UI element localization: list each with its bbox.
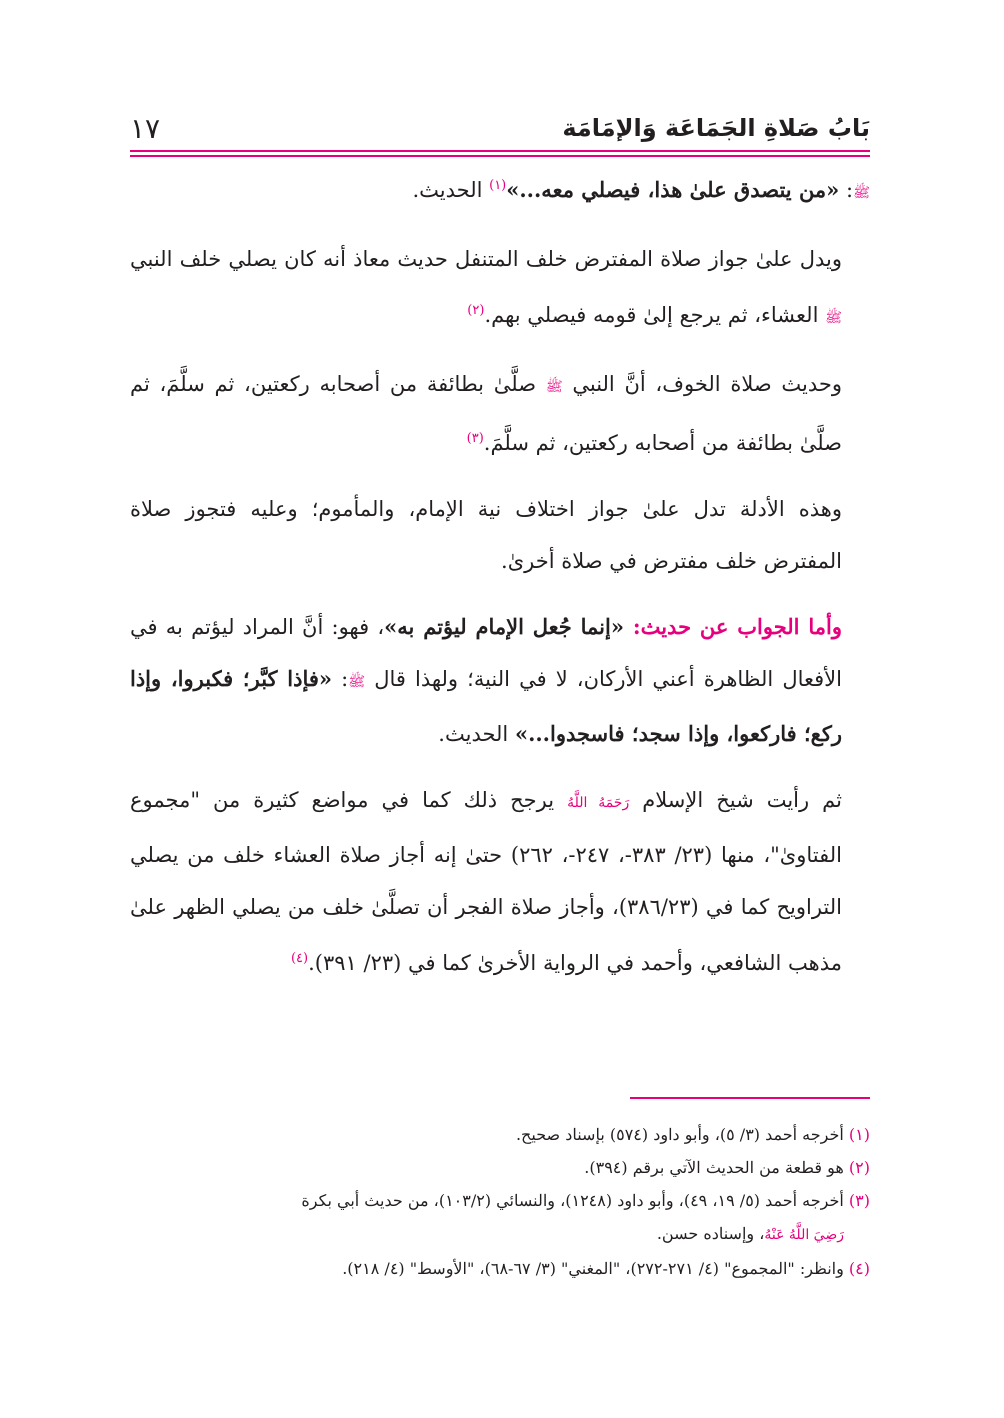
text-colon: : — [839, 178, 854, 202]
footnote-ref-2[interactable]: (٢) — [467, 303, 485, 318]
text-a: ثم رأيت شيخ الإسلام — [629, 788, 842, 812]
text-a: ويدل علىٰ جواز صلاة المفترض خلف المتنفل حديث معاذ أنه كان يصلي خلف النبي — [130, 247, 842, 271]
honorific-saw-icon: ﷺ — [825, 310, 842, 326]
text-a: ، فهو: أنَّ المراد ليؤتم به في الأفعال الظاهرة أعني الأركان، لا في النية؛ ولهذا قال — [130, 615, 842, 691]
footnote-4 — [130, 1252, 870, 1285]
main-text — [130, 160, 870, 989]
footnote-text: أخرجه أحمد (٥/ ١٩، ٤٩)، وأبو داود (١٢٤٨)، والنسائي (١٠٣/٢)، من حديث أبي بكرة — [301, 1191, 849, 1210]
footnote-3-continued — [130, 1217, 870, 1252]
paragraph-6 — [130, 774, 870, 989]
hadith-quote: «من يتصدق علىٰ هذا، فيصلي معه...» — [506, 177, 840, 202]
honorific-saw-icon: ﷺ — [545, 379, 563, 395]
answer-heading: وأما الجواب عن حديث: — [632, 614, 842, 639]
footnotes — [130, 1118, 870, 1285]
text-b: العشاء، ثم يرجع إلىٰ قومه فيصلي بهم. — [484, 303, 826, 327]
footnote-number: (٤) — [848, 1259, 870, 1278]
footnote-ref-3[interactable]: (٣) — [466, 431, 484, 446]
page-header — [130, 108, 870, 148]
footnote-number: (١) — [848, 1125, 870, 1144]
text-a: وحديث صلاة الخوف، أنَّ النبي — [562, 372, 843, 396]
honorific-saw-icon: ﷺ — [853, 185, 870, 201]
page-number: ١٧ — [130, 111, 161, 145]
paragraph-5 — [130, 601, 870, 760]
header-rule — [130, 150, 870, 152]
honorific-rahimahu-icon: رَحَمَهُ اللَّهُ — [567, 795, 630, 811]
text-b: يرجح ذلك كما في مواضع كثيرة من "مجموع الفتاوىٰ"، منها (٢٣/ ٣٨٣-، ٢٤٧-، ٢٦٢) حتىٰ إنه أجاز صلاة العشاء خلف من يصلي التراويح كما في (٣٨٦/٢٣)، وأجاز صلاة الفجر أن تصلَّىٰ خلف من يصلي الظهر علىٰ مذهب الشافعي، وأحمد في الرواية الأخرىٰ كما في (٢٣/ ٣٩١). — [130, 788, 842, 975]
text-b: صلَّىٰ بطائفة من أصحابه ركعتين، ثم سلَّمَ، ثم صلَّىٰ بطائفة من أصحابه ركعتين، ثم سلَّمَ. — [130, 372, 842, 455]
footnote-text: وانظر: "المجموع" (٤/ ٢٧١-٢٧٢)، "المغني" (٣/ ٦٧-٦٨)، "الأوسط" (٤/ ٢١٨). — [342, 1259, 849, 1278]
paragraph-4: وهذه الأدلة تدل علىٰ جواز اختلاف نية الإمام، والمأموم؛ وعليه فتجوز صلاة المفترض خلف مفترض في صلاة أخرىٰ. — [130, 497, 842, 573]
text-colon: : — [332, 667, 349, 691]
text-end: الحديث. — [412, 178, 490, 202]
paragraph-3 — [130, 358, 870, 469]
honorific-radiya-icon: رَضِيَ اللَّهُ عَنْهُ — [764, 1227, 844, 1243]
footnote-3 — [130, 1184, 870, 1217]
chapter-title: بَابُ صَلاةِ الجَمَاعَة وَالإمَامَة — [562, 114, 870, 142]
footnote-text: ، وإسناده حسن. — [656, 1224, 765, 1243]
hadith-quote: «إنما جُعل الإمام ليؤتم به» — [384, 614, 633, 639]
footnote-number: (٣) — [848, 1191, 870, 1210]
honorific-saw-icon: ﷺ — [348, 674, 366, 690]
footnote-text: هو قطعة من الحديث الآتي برقم (٣٩٤). — [584, 1158, 849, 1177]
text-end: الحديث. — [438, 722, 515, 746]
paragraph-1 — [130, 160, 870, 219]
hadith-quote-2: «فإذا كبَّر؛ فكبروا، وإذا ركع؛ فاركعوا، وإذا سجد؛ فاسجدوا...» — [130, 666, 842, 746]
footnote-text: أخرجه أحمد (٣/ ٥)، وأبو داود (٥٧٤) بإسناد صحيح. — [515, 1125, 849, 1144]
paragraph-2 — [130, 233, 870, 344]
header-rule-thin — [130, 155, 870, 157]
footnote-ref-4[interactable]: (٤) — [290, 951, 309, 966]
footnote-ref-1[interactable]: (١) — [489, 178, 507, 193]
footnote-separator — [630, 1097, 870, 1099]
footnote-number: (٢) — [848, 1158, 870, 1177]
footnote-2 — [130, 1151, 870, 1184]
footnote-1 — [130, 1118, 870, 1151]
